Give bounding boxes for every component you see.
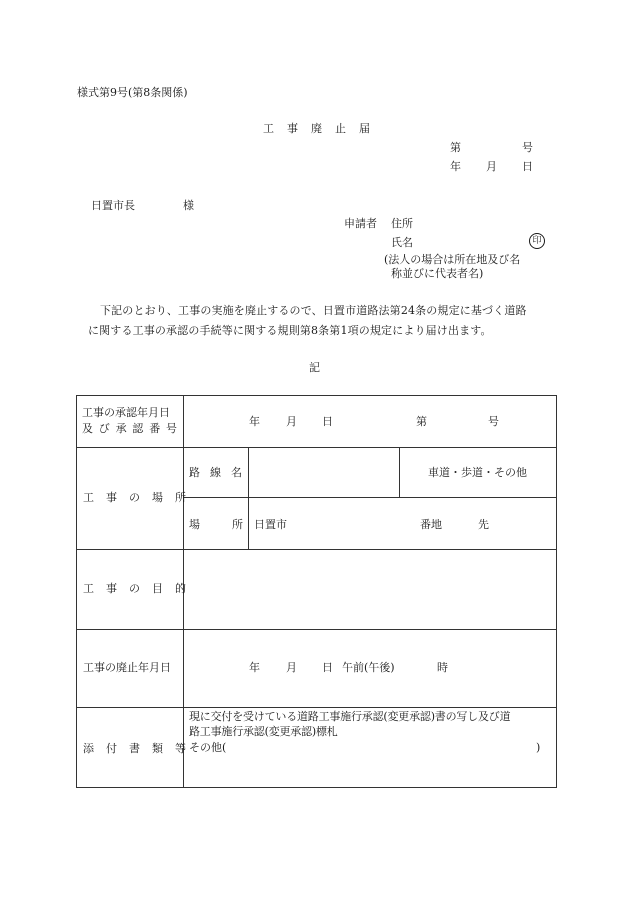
label-char: 付 — [106, 742, 117, 755]
form-number: 様式第9号(第8条関係) — [77, 86, 188, 99]
label-char: 事 — [106, 491, 117, 504]
abolition-month: 月 — [286, 661, 297, 674]
label-char: 事 — [106, 582, 117, 595]
ki-heading: 記 — [309, 361, 320, 374]
label-char: 的 — [175, 582, 186, 595]
label-char: 及 — [82, 422, 93, 435]
seal-mark: 印 — [529, 233, 545, 249]
label-char: 工 — [83, 582, 94, 595]
attachments-label — [83, 742, 186, 756]
label-char: 番 — [149, 422, 161, 435]
purpose-label — [83, 582, 186, 596]
addressee-mayor: 日置市長 — [91, 199, 135, 212]
corp-note-line2: 称並びに代表者名) — [391, 267, 484, 280]
title-char: 止 — [335, 122, 346, 135]
approval-date-label-line2 — [82, 422, 177, 436]
title-char: 廃 — [311, 122, 322, 135]
label-char: 所 — [232, 518, 243, 531]
column-divider — [248, 447, 249, 549]
approval-day: 日 — [322, 415, 333, 428]
row-divider — [183, 497, 556, 498]
approval-date-label-line1: 工事の承認年月日 — [82, 406, 170, 419]
label-char: 書 — [129, 742, 140, 755]
title-char: 事 — [287, 122, 298, 135]
label-char: 認 — [132, 422, 144, 435]
label-char: 添 — [83, 742, 94, 755]
location-label — [83, 491, 186, 505]
date-month: 月 — [486, 160, 497, 173]
abolition-year: 年 — [249, 661, 260, 674]
label-char: 場 — [189, 518, 200, 531]
row-divider — [77, 707, 556, 708]
label-char: び — [98, 422, 110, 435]
place-banchi: 番地 — [420, 518, 442, 531]
doc-number-gou: 号 — [522, 141, 533, 154]
label-char: 場 — [152, 491, 163, 504]
road-type-options: 車道・歩道・その他 — [428, 466, 527, 479]
label-char: 類 — [152, 742, 163, 755]
label-char: 号 — [165, 422, 177, 435]
place-label — [189, 518, 243, 532]
abolition-hour: 時 — [437, 661, 448, 674]
label-char: の — [129, 491, 140, 504]
attachments-line1: 現に交付を受けている道路工事施行承認(変更承認)書の写し及び道 — [189, 710, 511, 723]
abolition-date-label: 工事の廃止年月日 — [83, 661, 171, 674]
corp-note-line1: (法人の場合は所在地及び名 — [384, 253, 521, 266]
body-text-line1: 下記のとおり、工事の実施を廃止するので、日置市道路法第24条の規定に基づく道路 — [100, 304, 527, 317]
place-saki: 先 — [478, 518, 489, 531]
addressee-honorific: 様 — [183, 199, 194, 212]
doc-number-dai: 第 — [450, 141, 461, 154]
name-label: 氏名 — [391, 236, 413, 249]
label-char: 承 — [115, 422, 127, 435]
row-divider — [77, 629, 556, 630]
column-divider — [399, 447, 400, 497]
date-year: 年 — [450, 160, 461, 173]
approval-month: 月 — [286, 415, 297, 428]
label-char: の — [129, 582, 140, 595]
approval-number-dai: 第 — [416, 415, 427, 428]
label-char: 路 — [189, 466, 200, 479]
label-char: 所 — [175, 491, 186, 504]
title-char: 届 — [359, 122, 370, 135]
document-title — [263, 122, 383, 136]
label-char: 名 — [231, 466, 242, 479]
attachments-other-open: その他( — [189, 741, 227, 754]
label-char: 等 — [175, 742, 186, 755]
row-divider — [77, 549, 556, 550]
form-table — [76, 395, 557, 788]
approval-number-gou: 号 — [488, 415, 499, 428]
label-char: 線 — [210, 466, 221, 479]
route-name-label — [189, 466, 242, 480]
place-city: 日置市 — [254, 518, 287, 531]
abolition-day: 日 — [322, 661, 333, 674]
address-label: 住所 — [391, 217, 413, 230]
title-char: 工 — [263, 122, 274, 135]
applicant-label: 申請者 — [344, 217, 377, 230]
label-char: 目 — [152, 582, 163, 595]
date-day: 日 — [522, 160, 533, 173]
row-divider — [77, 447, 556, 448]
label-char: 工 — [83, 491, 94, 504]
attachments-other-close: ) — [536, 741, 541, 754]
attachments-line2: 路工事施行承認(変更承認)標札 — [189, 725, 338, 738]
approval-year: 年 — [249, 415, 260, 428]
body-text-line2: に関する工事の承認の手続等に関する規則第8条第1項の規定により届け出ます。 — [88, 324, 492, 337]
abolition-ampm: 午前(午後) — [342, 661, 395, 674]
